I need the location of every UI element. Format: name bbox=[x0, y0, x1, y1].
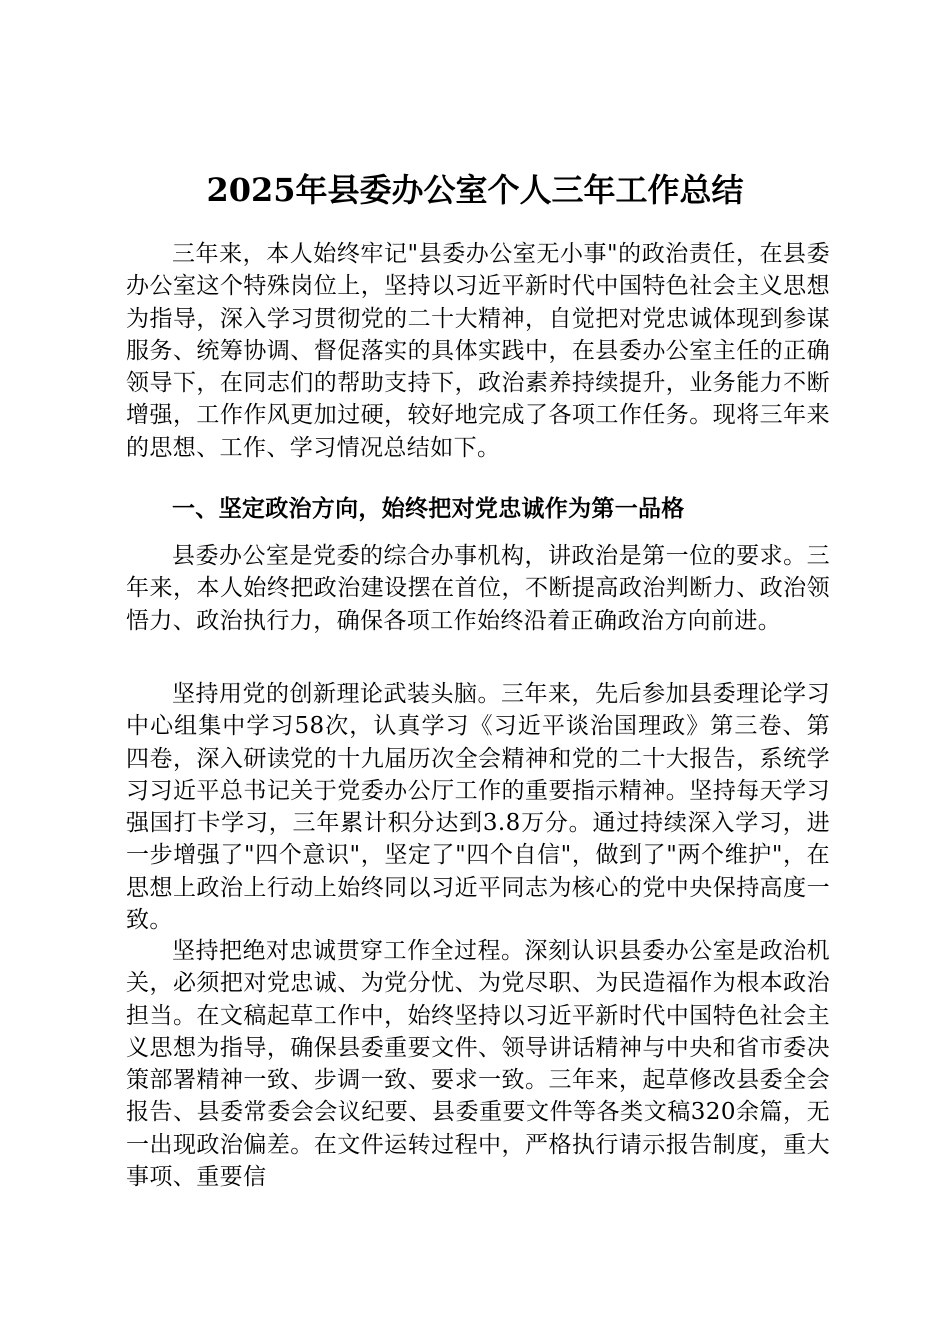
section-paragraph: 坚持用党的创新理论武装头脑。三年来，先后参加县委理论学习中心组集中学习58次，认真学习《习近平谈治国理政》第三卷、第四卷，深入研读党的十九届历次全会精神和党的二十大报告，系统学习习近平总书记关于党委办公厅工作的重要指示精神。坚持每天学习强国打卡学习，三年累计积分达到3.8万分。通过持续深入学习，进一步增强了"四个意识"，坚定了"四个自信"，做到了"两个维护"，在思想上政治上行动上始终同以习近平同志为核心的党中央保持高度一致。 bbox=[126, 681, 830, 934]
intro-paragraph: 三年来，本人始终牢记"县委办公室无小事"的政治责任，在县委办公室这个特殊岗位上，坚持以习近平新时代中国特色社会主义思想为指导，深入学习贯彻党的二十大精神，自觉把对党忠诚体现到参谋服务、统筹协调、督促落实的具体实践中，在县委办公室主任的正确领导下，在同志们的帮助支持下，政治素养持续提升，业务能力不断增强，工作作风更加过硬，较好地完成了各项工作任务。现将三年来的思想、工作、学习情况总结如下。 bbox=[126, 241, 830, 461]
section-paragraph: 坚持把绝对忠诚贯穿工作全过程。深刻认识县委办公室是政治机关，必须把对党忠诚、为党分忧、为党尽职、为民造福作为根本政治担当。在文稿起草工作中，始终坚持以习近平新时代中国特色社会主义思想为指导，确保县委重要文件、领导讲话精神与中央和省市委决策部署精神一致、步调一致、要求一致。三年来，起草修改县委全会报告、县委常委会会议纪要、县委重要文件等各类文稿320余篇，无一出现政治偏差。在文件运转过程中，严格执行请示报告制度，重大事项、重要信 bbox=[126, 938, 830, 1191]
section-heading: 一、坚定政治方向，始终把对党忠诚作为第一品格 bbox=[172, 495, 685, 522]
section-paragraph: 县委办公室是党委的综合办事机构，讲政治是第一位的要求。三年来，本人始终把政治建设摆在首位，不断提高政治判断力、政治领悟力、政治执行力，确保各项工作始终沿着正确政治方向前进。 bbox=[126, 543, 830, 634]
document-title: 2025年县委办公室个人三年工作总结 bbox=[206, 171, 744, 209]
